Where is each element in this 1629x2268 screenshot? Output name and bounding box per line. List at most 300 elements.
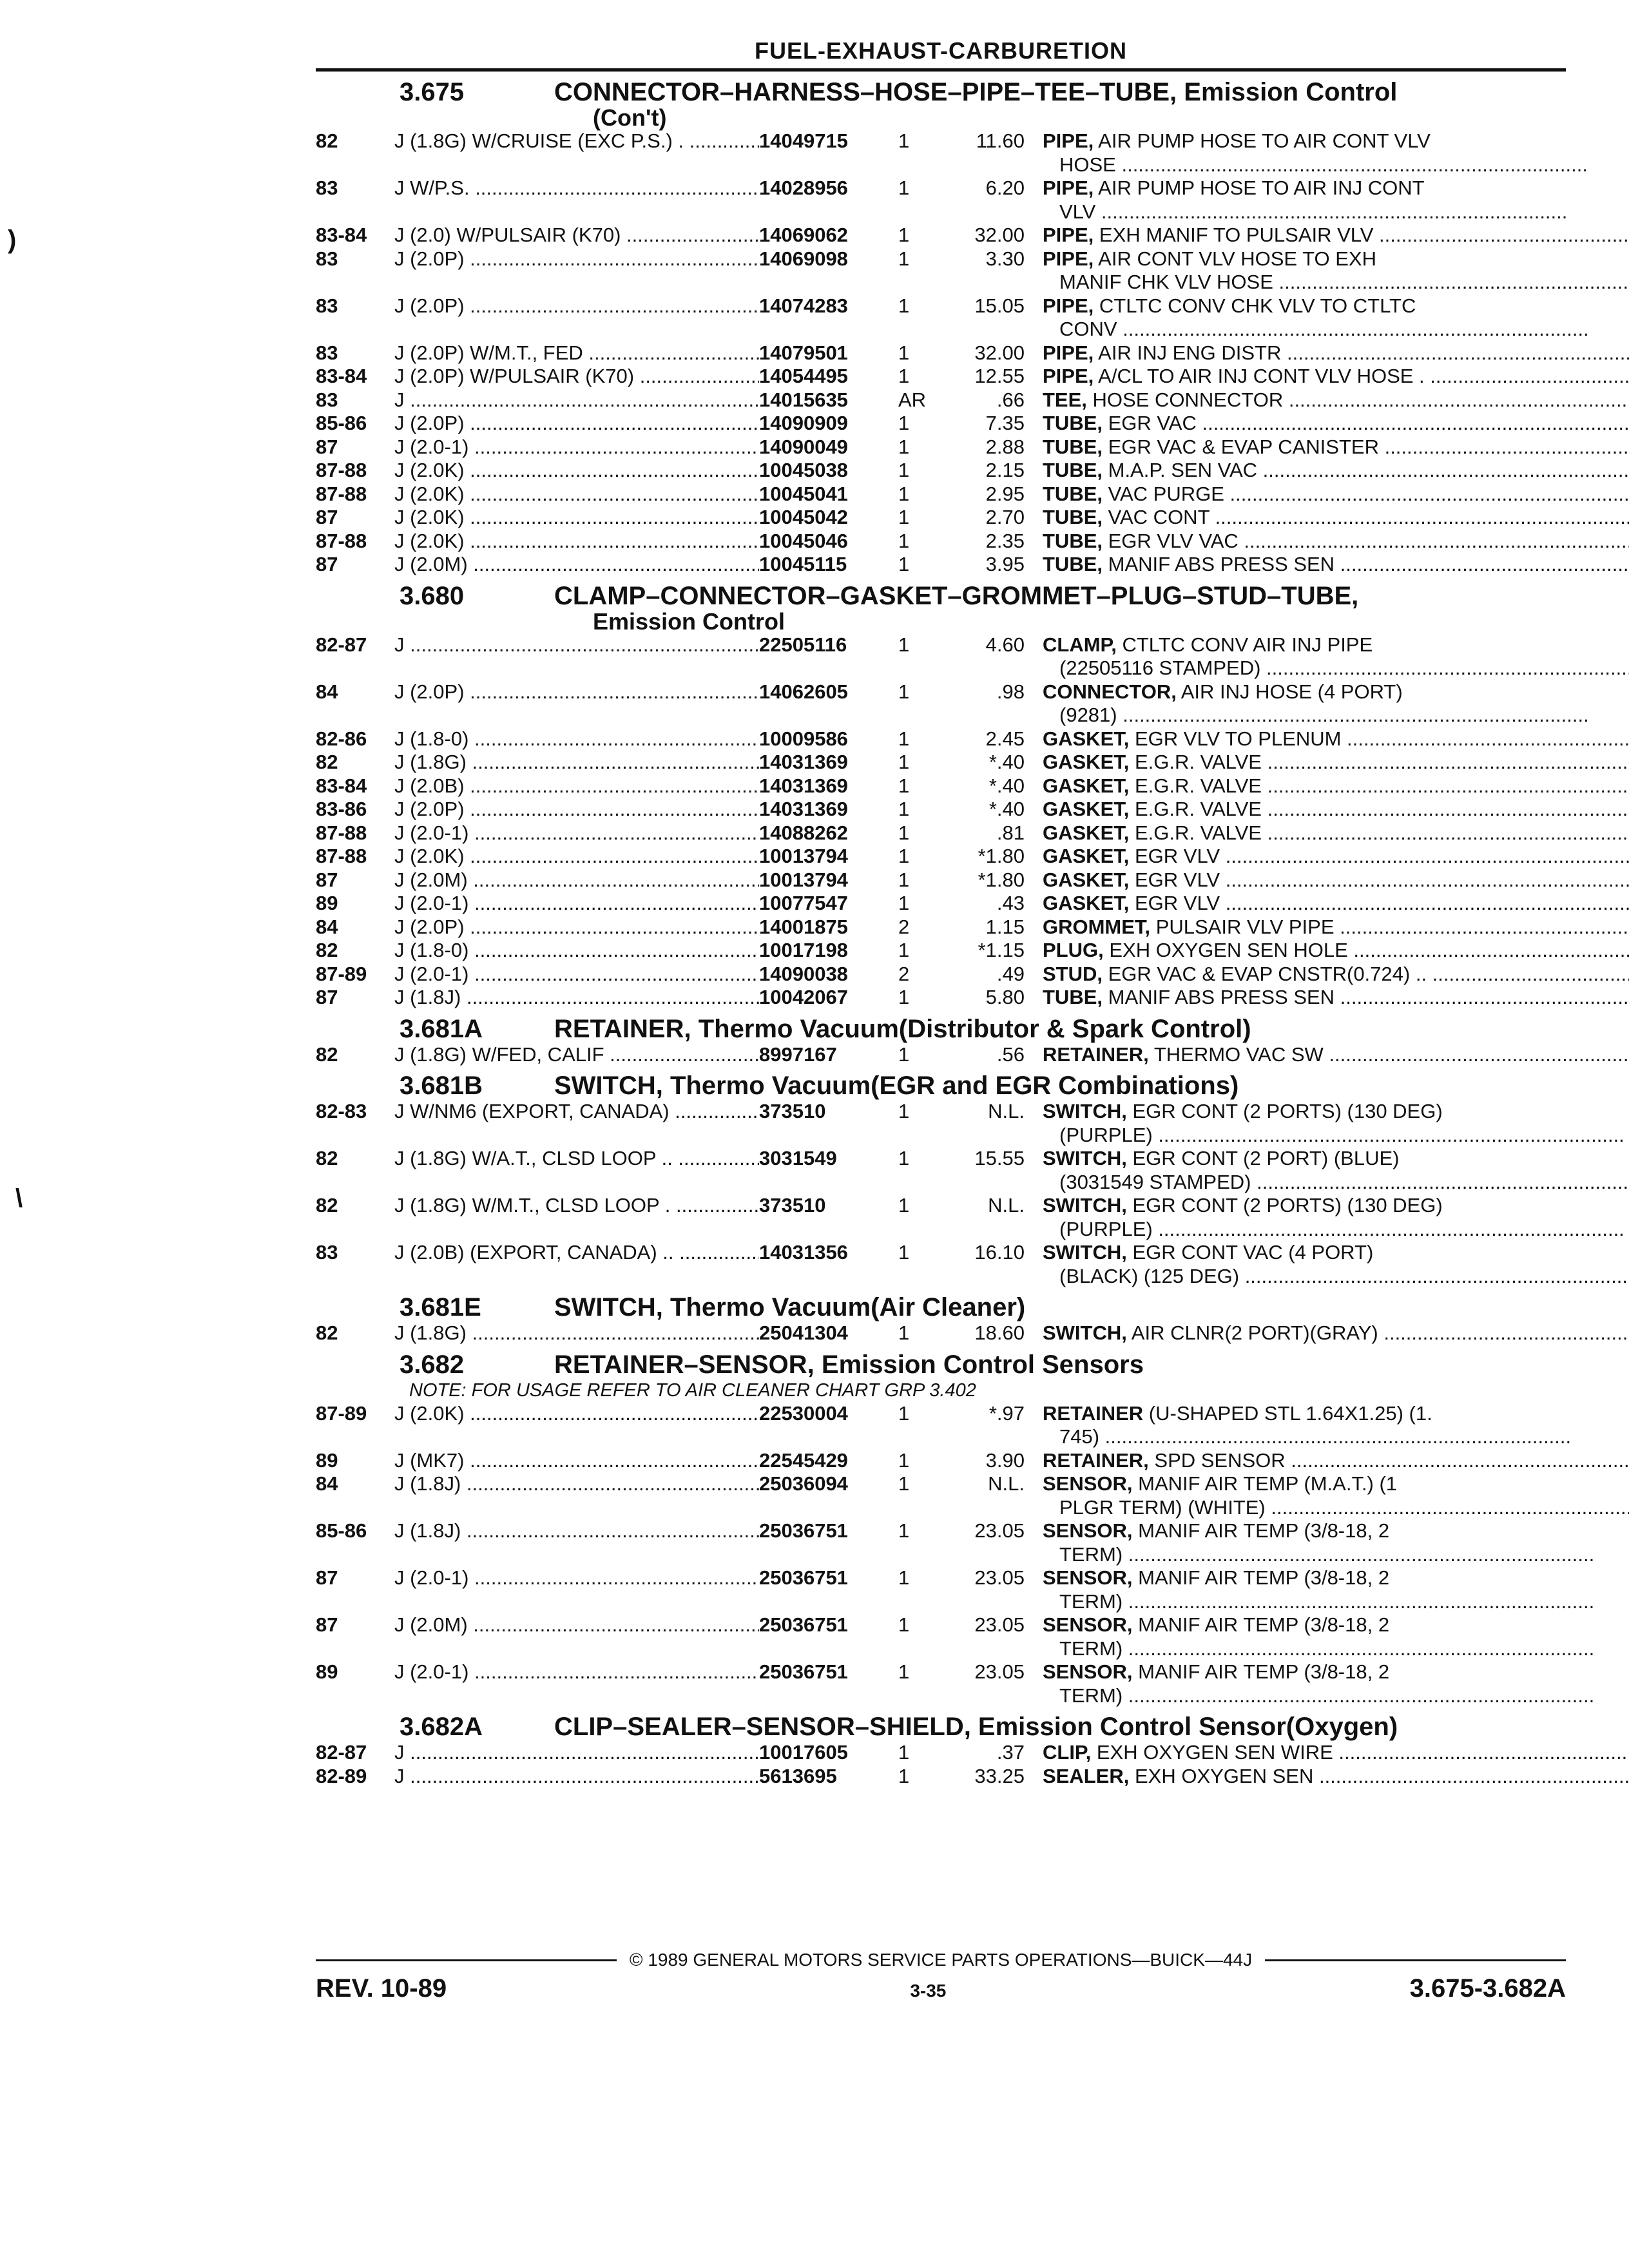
description-line <box>1043 1402 1571 1426</box>
part-row <box>316 224 1566 247</box>
part-name: GASKET, <box>1043 845 1130 867</box>
quantity: 1 <box>898 1241 910 1264</box>
description-line <box>1043 1765 1629 1789</box>
part-number: 14090909 <box>759 412 848 434</box>
description-text: AIR INJ ENG DISTR <box>1098 341 1282 364</box>
quantity: 1 <box>898 1741 910 1763</box>
part-name: TUBE, <box>1043 482 1103 505</box>
part-row <box>316 412 1566 436</box>
application: J W/NM6 (EXPORT, CANADA) ..... <box>394 1100 759 1147</box>
description-text: E.G.R. VALVE <box>1134 821 1262 844</box>
application: J ..... <box>394 633 759 680</box>
part-name: STUD, <box>1043 962 1103 985</box>
description-line <box>1043 1100 1624 1124</box>
description-text: CTLTC CONV AIR INJ PIPE <box>1122 633 1373 656</box>
description-text: EGR CONT (2 PORTS) (130 DEG) <box>1132 1194 1443 1216</box>
part-name: PIPE, <box>1043 177 1094 199</box>
price: .37 <box>996 1741 1025 1763</box>
catalog-section <box>316 1072 1566 1288</box>
part-name: GASKET, <box>1043 727 1130 750</box>
quantity: 1 <box>898 774 910 797</box>
quantity: 1 <box>898 986 910 1008</box>
part-description <box>1043 365 1629 389</box>
quantity: 2 <box>898 915 910 938</box>
section-title: CONNECTOR–HARNESS–HOSE–PIPE–TEE–TUBE, Emission Control <box>554 78 1398 106</box>
description-text: A/CL TO AIR INJ CONT VLV HOSE . <box>1098 365 1425 387</box>
description-line <box>1043 1043 1629 1067</box>
description-line <box>1043 1321 1629 1345</box>
part-name: GROMMET, <box>1043 915 1151 938</box>
part-description <box>1043 1472 1629 1519</box>
part-row <box>316 177 1566 224</box>
part-description <box>1043 1147 1629 1194</box>
description-line <box>1043 1194 1624 1218</box>
application: J (2.0P) ..... <box>394 680 759 727</box>
application: J (1.8-0) ..... <box>394 939 759 963</box>
part-number: 14031369 <box>759 798 848 820</box>
part-description <box>1043 553 1629 577</box>
part-description <box>1043 822 1629 845</box>
model-year: 87 <box>316 1613 338 1636</box>
part-row <box>316 365 1566 389</box>
application: J (2.0P) ..... <box>394 294 759 341</box>
description-continuation: HOSE ..... <box>1043 153 1588 177</box>
catalog-section <box>316 1713 1566 1788</box>
application: J (2.0K) ..... <box>394 506 759 530</box>
description-continuation: 745) ..... <box>1043 1425 1571 1449</box>
part-number: 14088262 <box>759 821 848 844</box>
part-name: PIPE, <box>1043 294 1094 317</box>
model-year: 87 <box>316 435 338 458</box>
quantity: 1 <box>898 751 910 773</box>
part-description <box>1043 727 1629 751</box>
part-name: GASKET, <box>1043 774 1130 797</box>
description-line <box>1043 774 1629 798</box>
quantity: 1 <box>898 247 910 270</box>
description-text: MANIF AIR TEMP (3/8-18, 2 <box>1138 1566 1390 1589</box>
part-number: 10045046 <box>759 529 848 552</box>
description-continuation: MANIF CHK VLV HOSE ..... <box>1043 271 1629 294</box>
part-description <box>1043 798 1629 822</box>
part-description <box>1043 986 1629 1010</box>
description-text: AIR PUMP HOSE TO AIR INJ CONT <box>1098 177 1425 199</box>
quantity: 1 <box>898 294 910 317</box>
part-description <box>1043 1241 1629 1288</box>
part-number: 10013794 <box>759 845 848 867</box>
model-year: 89 <box>316 1448 338 1472</box>
description-text: EGR VLV <box>1134 892 1220 914</box>
part-row <box>316 247 1566 294</box>
part-description <box>1043 1660 1594 1707</box>
part-number: 22530004 <box>759 1401 848 1425</box>
price: 2.45 <box>985 727 1025 750</box>
part-number: 373510 <box>759 1100 826 1122</box>
footer-row <box>316 1974 1566 2003</box>
price: 16.10 <box>974 1241 1025 1264</box>
part-number: 10013794 <box>759 868 848 891</box>
part-number: 14090038 <box>759 962 848 985</box>
quantity: 1 <box>898 1147 910 1169</box>
model-year: 85-86 <box>316 1519 367 1542</box>
part-name: TUBE, <box>1043 529 1103 552</box>
price: .81 <box>996 821 1025 844</box>
price: 5.80 <box>985 986 1025 1008</box>
section-header <box>316 582 1566 610</box>
description-line <box>1043 963 1629 986</box>
description-text: EGR VAC & EVAP CNSTR(0.724) .. <box>1108 962 1427 985</box>
part-name: SWITCH, <box>1043 1321 1127 1344</box>
description-line <box>1043 892 1629 916</box>
price: .66 <box>996 388 1025 411</box>
part-description <box>1043 939 1629 963</box>
application: J (2.0K) ..... <box>394 530 759 553</box>
description-line <box>1043 224 1629 247</box>
quantity: 1 <box>898 365 910 387</box>
description-text: MANIF AIR TEMP (M.A.T.) (1 <box>1138 1472 1398 1495</box>
part-number: 25036094 <box>759 1472 848 1495</box>
part-name: PIPE, <box>1043 341 1094 364</box>
catalog-section <box>316 582 1566 1010</box>
quantity: 1 <box>898 633 910 656</box>
quantity: 1 <box>898 680 910 703</box>
quantity: 1 <box>898 1321 910 1344</box>
section-number: 3.681B <box>400 1072 483 1100</box>
quantity: 1 <box>898 224 910 246</box>
part-name: SENSOR, <box>1043 1660 1133 1683</box>
price: *1.15 <box>978 939 1025 961</box>
description-line <box>1043 1147 1629 1171</box>
model-year: 83-84 <box>316 365 367 387</box>
quantity: AR <box>898 388 927 411</box>
quantity: 1 <box>898 1660 910 1683</box>
model-year: 82-83 <box>316 1100 367 1122</box>
application: J (2.0B) (EXPORT, CANADA) .. ..... <box>394 1241 759 1288</box>
part-name: PIPE, <box>1043 224 1094 246</box>
part-row <box>316 1519 1566 1566</box>
price: *.40 <box>988 774 1025 797</box>
part-name: SWITCH, <box>1043 1147 1127 1169</box>
section-header <box>316 1293 1566 1321</box>
page-number: 3-35 <box>910 1981 947 2001</box>
quantity: 1 <box>898 459 910 481</box>
application: J (1.8J) ..... <box>394 1472 759 1519</box>
description-continuation: (22505116 STAMPED) ..... <box>1043 657 1629 680</box>
description-text: MANIF AIR TEMP (3/8-18, 2 <box>1138 1519 1390 1542</box>
part-description <box>1043 247 1629 294</box>
description-text: EGR VLV <box>1134 845 1220 867</box>
part-number: 14031369 <box>759 774 848 797</box>
part-row <box>316 1147 1566 1194</box>
quantity: 1 <box>898 1566 910 1589</box>
price: *.40 <box>988 751 1025 773</box>
quantity: 1 <box>898 1100 910 1122</box>
quantity: 2 <box>898 962 910 985</box>
part-number: 10017198 <box>759 939 848 961</box>
application: J (1.8J) ..... <box>394 1519 759 1566</box>
part-row <box>316 963 1566 986</box>
description-text: EXH OXYGEN SEN <box>1134 1764 1314 1787</box>
part-row <box>316 1100 1566 1147</box>
section-title: RETAINER, Thermo Vacuum(Distributor & Spark Control) <box>554 1014 1251 1043</box>
description-text: AIR CONT VLV HOSE TO EXH <box>1098 247 1376 270</box>
description-line <box>1043 1660 1594 1684</box>
part-number: 14015635 <box>759 388 848 411</box>
part-name: PIPE, <box>1043 130 1094 152</box>
description-text: MANIF ABS PRESS SEN <box>1108 986 1335 1008</box>
part-number: 25036751 <box>759 1660 848 1683</box>
description-text: E.G.R. VALVE <box>1134 774 1262 797</box>
part-description <box>1043 751 1629 774</box>
margin-mark-bottom: \ <box>15 1184 23 1213</box>
part-row <box>316 774 1566 798</box>
model-year: 85-86 <box>316 412 367 434</box>
part-description <box>1043 530 1629 553</box>
part-description <box>1043 389 1629 412</box>
quantity: 1 <box>898 727 910 750</box>
description-continuation: TERM) ..... <box>1043 1637 1594 1661</box>
description-line <box>1043 1741 1629 1765</box>
quantity: 1 <box>898 1519 910 1542</box>
application: J (1.8G) W/M.T., CLSD LOOP . ..... <box>394 1194 759 1241</box>
description-continuation: TERM) ..... <box>1043 1543 1594 1567</box>
price: N.L. <box>988 1472 1025 1495</box>
application: J (2.0) W/PULSAIR (K70) ..... <box>394 224 759 247</box>
description-text: EGR CONT (2 PORTS) (130 DEG) <box>1132 1100 1443 1122</box>
price: 32.00 <box>974 341 1025 364</box>
part-row <box>316 916 1566 939</box>
model-year: 83-84 <box>316 224 367 246</box>
part-description <box>1043 1321 1629 1345</box>
section-subtitle: (Con't) <box>593 104 667 131</box>
part-number: 10017605 <box>759 1741 848 1763</box>
description-text: EGR VAC <box>1108 412 1197 434</box>
description-line <box>1043 247 1629 271</box>
part-description <box>1043 1741 1629 1765</box>
application: J W/P.S. ..... <box>394 177 759 224</box>
quantity: 1 <box>898 821 910 844</box>
description-line <box>1043 365 1629 389</box>
section-title: CLIP–SEALER–SENSOR–SHIELD, Emission Control Sensor(Oxygen) <box>554 1713 1398 1741</box>
part-description <box>1043 845 1629 869</box>
description-text: AIR CLNR(2 PORT)(GRAY) <box>1131 1321 1378 1344</box>
description-continuation: TERM) ..... <box>1043 1684 1594 1708</box>
application: J (2.0P) ..... <box>394 798 759 822</box>
application: J ..... <box>394 389 759 412</box>
part-number: 373510 <box>759 1194 826 1216</box>
part-row <box>316 1660 1566 1707</box>
quantity: 1 <box>898 892 910 914</box>
description-line <box>1043 1613 1594 1637</box>
part-number: 10045042 <box>759 506 848 528</box>
part-name: CLAMP, <box>1043 633 1117 656</box>
part-name: GASKET, <box>1043 798 1130 820</box>
part-name: SWITCH, <box>1043 1241 1127 1264</box>
part-name: RETAINER, <box>1043 1043 1149 1066</box>
application: J (2.0-1) ..... <box>394 1660 759 1707</box>
section-number: 3.682A <box>400 1713 483 1741</box>
description-line <box>1043 845 1629 869</box>
application: J (1.8J) ..... <box>394 986 759 1010</box>
section-title: SWITCH, Thermo Vacuum(Air Cleaner) <box>554 1293 1026 1321</box>
description-text: EXH MANIF TO PULSAIR VLV <box>1099 224 1374 246</box>
description-text: VAC CONT <box>1108 506 1210 528</box>
price: N.L. <box>988 1194 1025 1216</box>
description-line <box>1043 727 1629 751</box>
part-row <box>316 822 1566 845</box>
part-name: TUBE, <box>1043 459 1103 481</box>
application: J (2.0-1) ..... <box>394 436 759 459</box>
part-number: 10045038 <box>759 459 848 481</box>
price: 23.05 <box>974 1566 1025 1589</box>
catalog-section <box>316 1350 1566 1708</box>
part-name: TUBE, <box>1043 412 1103 434</box>
description-line <box>1043 1449 1629 1473</box>
model-year: 87 <box>316 986 338 1008</box>
price: 18.60 <box>974 1321 1025 1344</box>
quantity: 1 <box>898 1764 910 1787</box>
application: J (2.0P) W/M.T., FED ..... <box>394 341 759 365</box>
part-name: TUBE, <box>1043 553 1103 575</box>
description-line <box>1043 412 1629 436</box>
model-year: 87-89 <box>316 1401 367 1425</box>
description-line <box>1043 822 1629 845</box>
part-description <box>1043 680 1589 727</box>
application: J (2.0M) ..... <box>394 869 759 892</box>
price: 32.00 <box>974 224 1025 246</box>
model-year: 83-86 <box>316 798 367 820</box>
section-number: 3.681E <box>400 1293 481 1321</box>
part-name: GASKET, <box>1043 892 1130 914</box>
description-line <box>1043 130 1588 153</box>
part-number: 14028956 <box>759 177 848 199</box>
description-line <box>1043 389 1629 412</box>
part-description <box>1043 963 1629 986</box>
catalog-section <box>316 1015 1566 1067</box>
quantity: 1 <box>898 939 910 961</box>
description-continuation: (PURPLE) ..... <box>1043 1218 1624 1242</box>
price: 11.60 <box>976 130 1025 152</box>
application: J (1.8-0) ..... <box>394 727 759 751</box>
description-text: MANIF ABS PRESS SEN <box>1108 553 1335 575</box>
price: 23.05 <box>974 1660 1025 1683</box>
price: 2.95 <box>985 482 1025 505</box>
catalog-page <box>316 37 1566 1788</box>
part-description <box>1043 1194 1624 1241</box>
application: J (2.0P) ..... <box>394 247 759 294</box>
part-number: 14074283 <box>759 294 848 317</box>
quantity: 1 <box>898 412 910 434</box>
part-row <box>316 483 1566 506</box>
catalog-section <box>316 1293 1566 1345</box>
section-note: NOTE: FOR USAGE REFER TO AIR CLEANER CHART GRP 3.402 <box>409 1379 976 1401</box>
description-text: THERMO VAC SW <box>1153 1043 1324 1066</box>
model-year: 87 <box>316 1566 338 1589</box>
part-row <box>316 1402 1566 1449</box>
description-line <box>1043 916 1629 939</box>
part-name: CLIP, <box>1043 1741 1092 1763</box>
footer-copyright: © 1989 GENERAL MOTORS SERVICE PARTS OPERATIONS—BUICK—44J <box>629 1950 1253 1970</box>
application: J (2.0K) ..... <box>394 1402 759 1449</box>
description-text: E.G.R. VALVE <box>1134 798 1262 820</box>
description-continuation: CONV ..... <box>1043 318 1589 341</box>
part-name: GASKET, <box>1043 751 1130 773</box>
price: .56 <box>996 1043 1025 1066</box>
description-line <box>1043 1241 1629 1265</box>
model-year: 82 <box>316 751 338 773</box>
application: J (2.0-1) ..... <box>394 963 759 986</box>
quantity: 1 <box>898 553 910 575</box>
price: N.L. <box>988 1100 1025 1122</box>
part-row <box>316 1194 1566 1241</box>
model-year: 82 <box>316 130 338 152</box>
footer-copyright-line <box>316 1950 1566 1970</box>
part-number: 25036751 <box>759 1519 848 1542</box>
part-row <box>316 1566 1566 1613</box>
model-year: 82-87 <box>316 633 367 656</box>
head-rule <box>316 68 1566 72</box>
part-name: RETAINER, <box>1043 1448 1149 1472</box>
model-year: 82 <box>316 939 338 961</box>
application: J (2.0-1) ..... <box>394 1566 759 1613</box>
model-year: 83 <box>316 388 338 411</box>
description-line <box>1043 341 1629 365</box>
part-row <box>316 294 1566 341</box>
part-description <box>1043 1449 1629 1473</box>
model-year: 87-89 <box>316 962 367 985</box>
part-row <box>316 341 1566 365</box>
quantity: 1 <box>898 845 910 867</box>
model-year: 87 <box>316 506 338 528</box>
part-description <box>1043 506 1629 530</box>
description-text: HOSE CONNECTOR <box>1092 388 1284 411</box>
part-name: TUBE, <box>1043 986 1103 1008</box>
part-row <box>316 530 1566 553</box>
description-text: M.A.P. SEN VAC <box>1108 459 1258 481</box>
quantity: 1 <box>898 1043 910 1066</box>
description-line <box>1043 294 1589 318</box>
price: 2.35 <box>985 529 1025 552</box>
part-number: 22505116 <box>759 633 847 656</box>
section-title: CLAMP–CONNECTOR–GASKET–GROMMET–PLUG–STUD–TUBE, <box>554 581 1359 610</box>
part-row <box>316 506 1566 530</box>
description-text: AIR PUMP HOSE TO AIR CONT VLV <box>1098 130 1431 152</box>
application: J (1.8G) ..... <box>394 1321 759 1345</box>
part-row <box>316 633 1566 680</box>
part-name: SWITCH, <box>1043 1194 1127 1216</box>
part-number: 14049715 <box>759 130 848 152</box>
footer-rule-left <box>316 1959 617 1961</box>
part-description <box>1043 1765 1629 1789</box>
price: 15.05 <box>974 294 1025 317</box>
price: 2.88 <box>985 435 1025 458</box>
model-year: 87-88 <box>316 529 367 552</box>
part-number: 14062605 <box>759 680 848 703</box>
part-number: 10045041 <box>759 482 848 505</box>
section-range: 3.675-3.682A <box>1409 1974 1566 2003</box>
part-name: PIPE, <box>1043 247 1094 270</box>
application: J (2.0P) W/PULSAIR (K70) ..... <box>394 365 759 389</box>
model-year: 82 <box>316 1194 338 1216</box>
price: *.40 <box>988 798 1025 820</box>
description-text: E.G.R. VALVE <box>1134 751 1262 773</box>
price: 6.20 <box>985 177 1025 199</box>
part-description <box>1043 224 1629 247</box>
part-row <box>316 1043 1566 1067</box>
description-line <box>1043 798 1629 822</box>
description-continuation: (3031549 STAMPED) ..... <box>1043 1171 1629 1195</box>
application: J (1.8G) W/CRUISE (EXC P.S.) . ..... <box>394 130 759 177</box>
model-year: 83 <box>316 177 338 199</box>
